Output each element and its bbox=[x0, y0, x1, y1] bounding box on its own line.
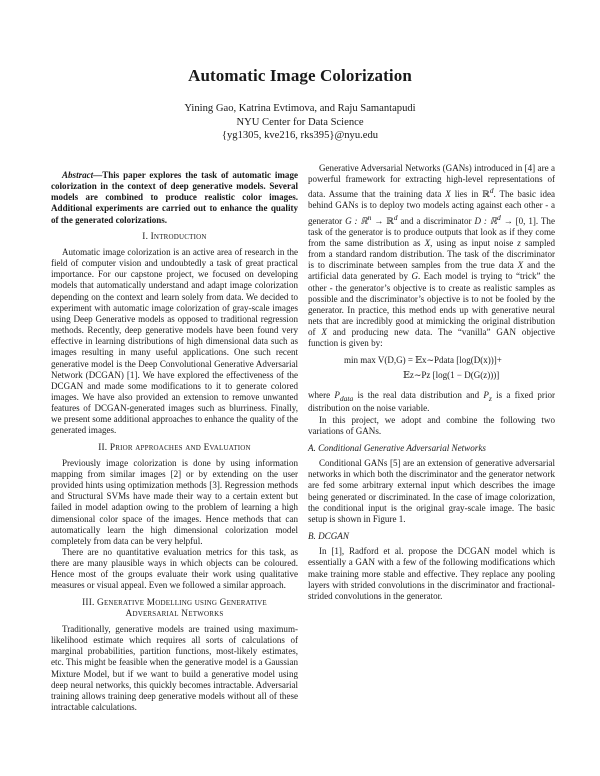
gan-paragraph: Generative Adversarial Networks (GANs) introduced in [4] are a powerful framework for extracting high-level representations of data. Assume that the training data X lies in ℝ$^d$. The basic idea behind GANs is to deploy two models acting against each other - a generator G : ℝ$^n$ → ℝ$^d$ and a discriminator D : ℝ$^d$ → [0, 1]. The task of the generator is to produce outputs that look as if they come from the same distribution as X, using as input noise z sampled from a standard random distribution. The task of the discriminator is to discriminate between samples from the true data X and the artificial data generated by G. Each model is trying to “trick” the other - the generator’s objective is to create as realistic samples as possible and the discriminator’s objective is to not be fooled by the generator. In practice, this method ends up with generative neural nets that are incredibly good at mimicking the original distribution of X and producing new data. The “vanilla” GAN objective function is given by: bbox=[308, 163, 556, 349]
author-block bbox=[0, 102, 600, 143]
gan-objective-equation bbox=[308, 353, 555, 387]
generative-paragraph: Traditionally, generative models are trained using maximum-likelihood estimate which requires all sorts of calculations of marginal probabilities, partition functions, most-likely estimates, etc. This might be feasible when the generative model is a Gaussian Mixture Model, but if we want to build a generative model using deep neural networks, this quickly becomes intractable. Adversarial training allows training deep generative models without all of these intractable calculations. bbox=[51, 623, 298, 713]
subsection-heading-dcgan: B. DCGAN bbox=[308, 531, 349, 542]
section-heading-introduction: I. Introduction bbox=[142, 231, 207, 242]
right-column bbox=[308, 163, 555, 602]
abstract-dash: — bbox=[93, 170, 103, 180]
section-heading-prior-approaches: II. Prior approaches and Evaluation bbox=[98, 442, 251, 453]
conditional-gan-paragraph: Conditional GANs [5] are an extension of generative adversarial networks in which both the discriminator and the generator network are fed some arbitrary external input which describes the image being generated or discriminated. In the case of image colorization, the conditional input is the original gray-scale image. The basic setup is shown in Figure 1. bbox=[308, 458, 555, 524]
dcgan-paragraph: In [1], Radford et al. propose the DCGAN model which is essentially a GAN with a few of the following modifications which make training more stable and effective. They replace any pooling layers with strided convolutions in the discriminator and fractional-strided convolutions in the generator. bbox=[308, 546, 555, 601]
where-paragraph: where $P_{data}$ is the real data distribution and $P_z$ is a fixed prior distribution on the noise variable. bbox=[308, 389, 555, 414]
section-heading-generative-modelling: III. Generative Modelling using Generative Adversarial Networks bbox=[82, 597, 267, 619]
paper-title: Automatic Image Colorization bbox=[188, 66, 412, 85]
author-emails: {yg1305, kve216, rks395}@nyu.edu bbox=[221, 130, 379, 141]
intro-paragraph: Automatic image colorization is an active area of research in the field of computer vision and undoubtedly a task of great practical importance. For our capstone project, we focused on developing models that automatically understand and adapt image colorization depending on the context and learn solely from data. We decided to experiment with automatic image colorization of gray-scale images using Deep Generative models as opposed to traditional regression methods. Recently, deep generative models have been found very effective in learning distributions of high dimensional data such as images resulting in many useful applications. One such recent generative model is the Deep Convolutional Generative Adversarial Network (DCGAN) [1]. We have explored the effectiveness of the DCGAN and made some modifications to it to generate colored images. We have also provided an extension to remove unwanted features of DCGAN-generated images such as blurriness. Finally, we present some additional approaches to enhance the quality of the generated images. bbox=[51, 246, 298, 436]
subsection-heading-conditional-gan: A. Conditional Generative Adversarial Networks bbox=[308, 442, 486, 453]
left-column bbox=[51, 170, 298, 713]
prior-paragraph-1: Previously image colorization is done by using information mapping from similar images [2] or by extending on the user provided hints using optimization methods [3]. Regression methods and Structural SVMs have made their way to a certain extent but failed in model adaption owing to the problem of learning a high dimensional color space of the images. Hence methods that can automatically learn the high dimensional colorization model completely from data can be very helpful. bbox=[51, 457, 298, 546]
adopt-paragraph: In this project, we adopt and combine the following two variations of GANs. bbox=[308, 414, 555, 436]
author-names: Yining Gao, Katrina Evtimova, and Raju Samantapudi bbox=[184, 103, 416, 114]
equation-line-1: min max V(D,G) = 𝔼x∼Pdata [log(D(x))]+ bbox=[344, 354, 502, 365]
affiliation: NYU Center for Data Science bbox=[236, 116, 364, 128]
abstract-label: Abstract bbox=[62, 170, 94, 180]
abstract bbox=[51, 170, 298, 226]
prior-paragraph-2: There are no quantitative evaluation metrics for this task, as there are many plausible ways in which objects can be coloured. Hence most of the groups evaluate their work using qualitative measures or visual appeal. Even we followed a similar approach. bbox=[51, 547, 298, 591]
equation-line-2: 𝔼z∼Pz [log(1 − D(G(z)))] bbox=[403, 369, 500, 380]
abstract-text: This paper explores the task of automatic image colorization in the context of deep generative models. Several models are combined to produce realistic color images. Additional experiments are carried out to enhance the quality of the generated colorizations. bbox=[51, 170, 298, 225]
